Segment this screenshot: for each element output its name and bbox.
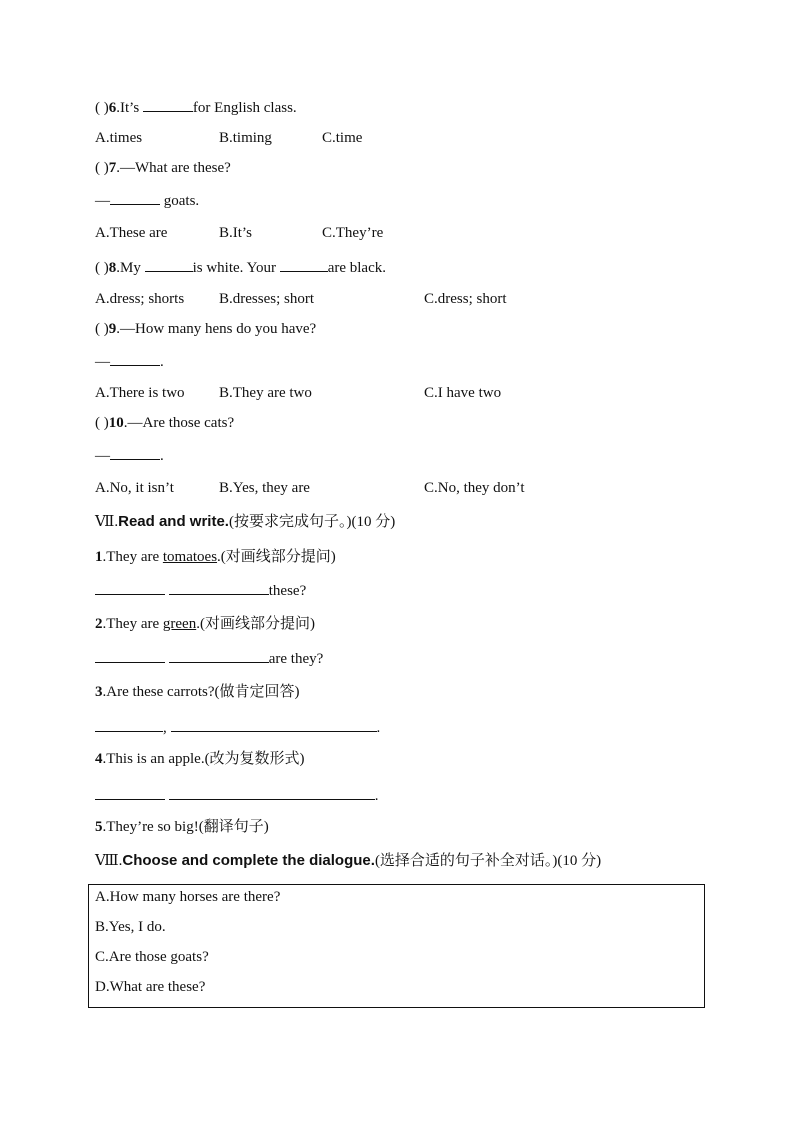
question-9: ( )9.—How many hens do you have?	[95, 321, 317, 337]
answer-blank[interactable]	[110, 445, 160, 460]
option-a: A.These are	[95, 225, 168, 241]
answer-blank[interactable]	[171, 717, 377, 732]
answer-blank[interactable]	[143, 97, 193, 112]
answer-blank[interactable]	[95, 580, 165, 595]
option-b: B.timing	[219, 130, 272, 146]
option-b: B.It’s	[219, 225, 252, 241]
dialogue-option-d: D.What are these?	[95, 979, 206, 995]
section-7-heading: Ⅶ.Read and write.(按要求完成句子。)(10 分)	[95, 513, 396, 530]
option-c: C.No, they don’t	[424, 480, 525, 496]
s7-item-3: 3.Are these carrots?(做肯定回答)	[95, 684, 300, 700]
dialogue-option-b: B.Yes, I do.	[95, 919, 166, 935]
question-8: ( )8.My is white. Your are black.	[95, 257, 386, 278]
answer-blank[interactable]	[280, 257, 328, 272]
answer-blank[interactable]	[95, 717, 163, 732]
answer-blank[interactable]	[169, 580, 269, 595]
reply-7: — goats.	[95, 190, 199, 211]
answer-blank[interactable]	[145, 257, 193, 272]
option-b: B.They are two	[219, 385, 312, 401]
dialogue-option-c: C.Are those goats?	[95, 949, 209, 965]
option-a: A.dress; shorts	[95, 291, 185, 307]
s7-item-5: 5.They’re so big!(翻译句子)	[95, 819, 269, 835]
option-c: C.I have two	[424, 385, 502, 401]
answer-blank[interactable]	[110, 190, 160, 205]
option-b: B.dresses; short	[219, 291, 314, 307]
option-c: C.dress; short	[424, 291, 507, 307]
s7-item-4: 4.This is an apple.(改为复数形式)	[95, 751, 305, 767]
option-b: B.Yes, they are	[219, 480, 310, 496]
option-a: A.There is two	[95, 385, 185, 401]
s7-answer-1: these?	[95, 580, 306, 601]
answer-blank[interactable]	[95, 648, 165, 663]
question-10: ( )10.—Are those cats?	[95, 415, 235, 431]
reply-9: — .	[95, 351, 164, 372]
answer-blank[interactable]	[95, 785, 165, 800]
s7-answer-3: , .	[95, 717, 380, 738]
option-c: C.They’re	[322, 225, 384, 241]
s7-item-2: 2.They are green.(对画线部分提问)	[95, 616, 315, 632]
option-c: C.time	[322, 130, 363, 146]
answer-blank[interactable]	[169, 785, 375, 800]
s7-answer-4: .	[95, 785, 379, 806]
section-8-heading: Ⅷ.Choose and complete the dialogue.(选择合适的句子补全对话。)(10 分)	[95, 852, 602, 869]
reply-10: — .	[95, 445, 164, 466]
answer-blank[interactable]	[169, 648, 269, 663]
option-a: A.times	[95, 130, 143, 146]
answer-blank[interactable]	[110, 351, 160, 366]
option-a: A.No, it isn’t	[95, 480, 174, 496]
s7-answer-2: are they?	[95, 648, 323, 669]
question-6: ( )6.It’s for English class.	[95, 97, 297, 118]
s7-item-1: 1.They are tomatoes.(对画线部分提问)	[95, 549, 336, 565]
question-7: ( )7.—What are these?	[95, 160, 231, 176]
dialogue-option-a: A.How many horses are there?	[95, 889, 281, 905]
